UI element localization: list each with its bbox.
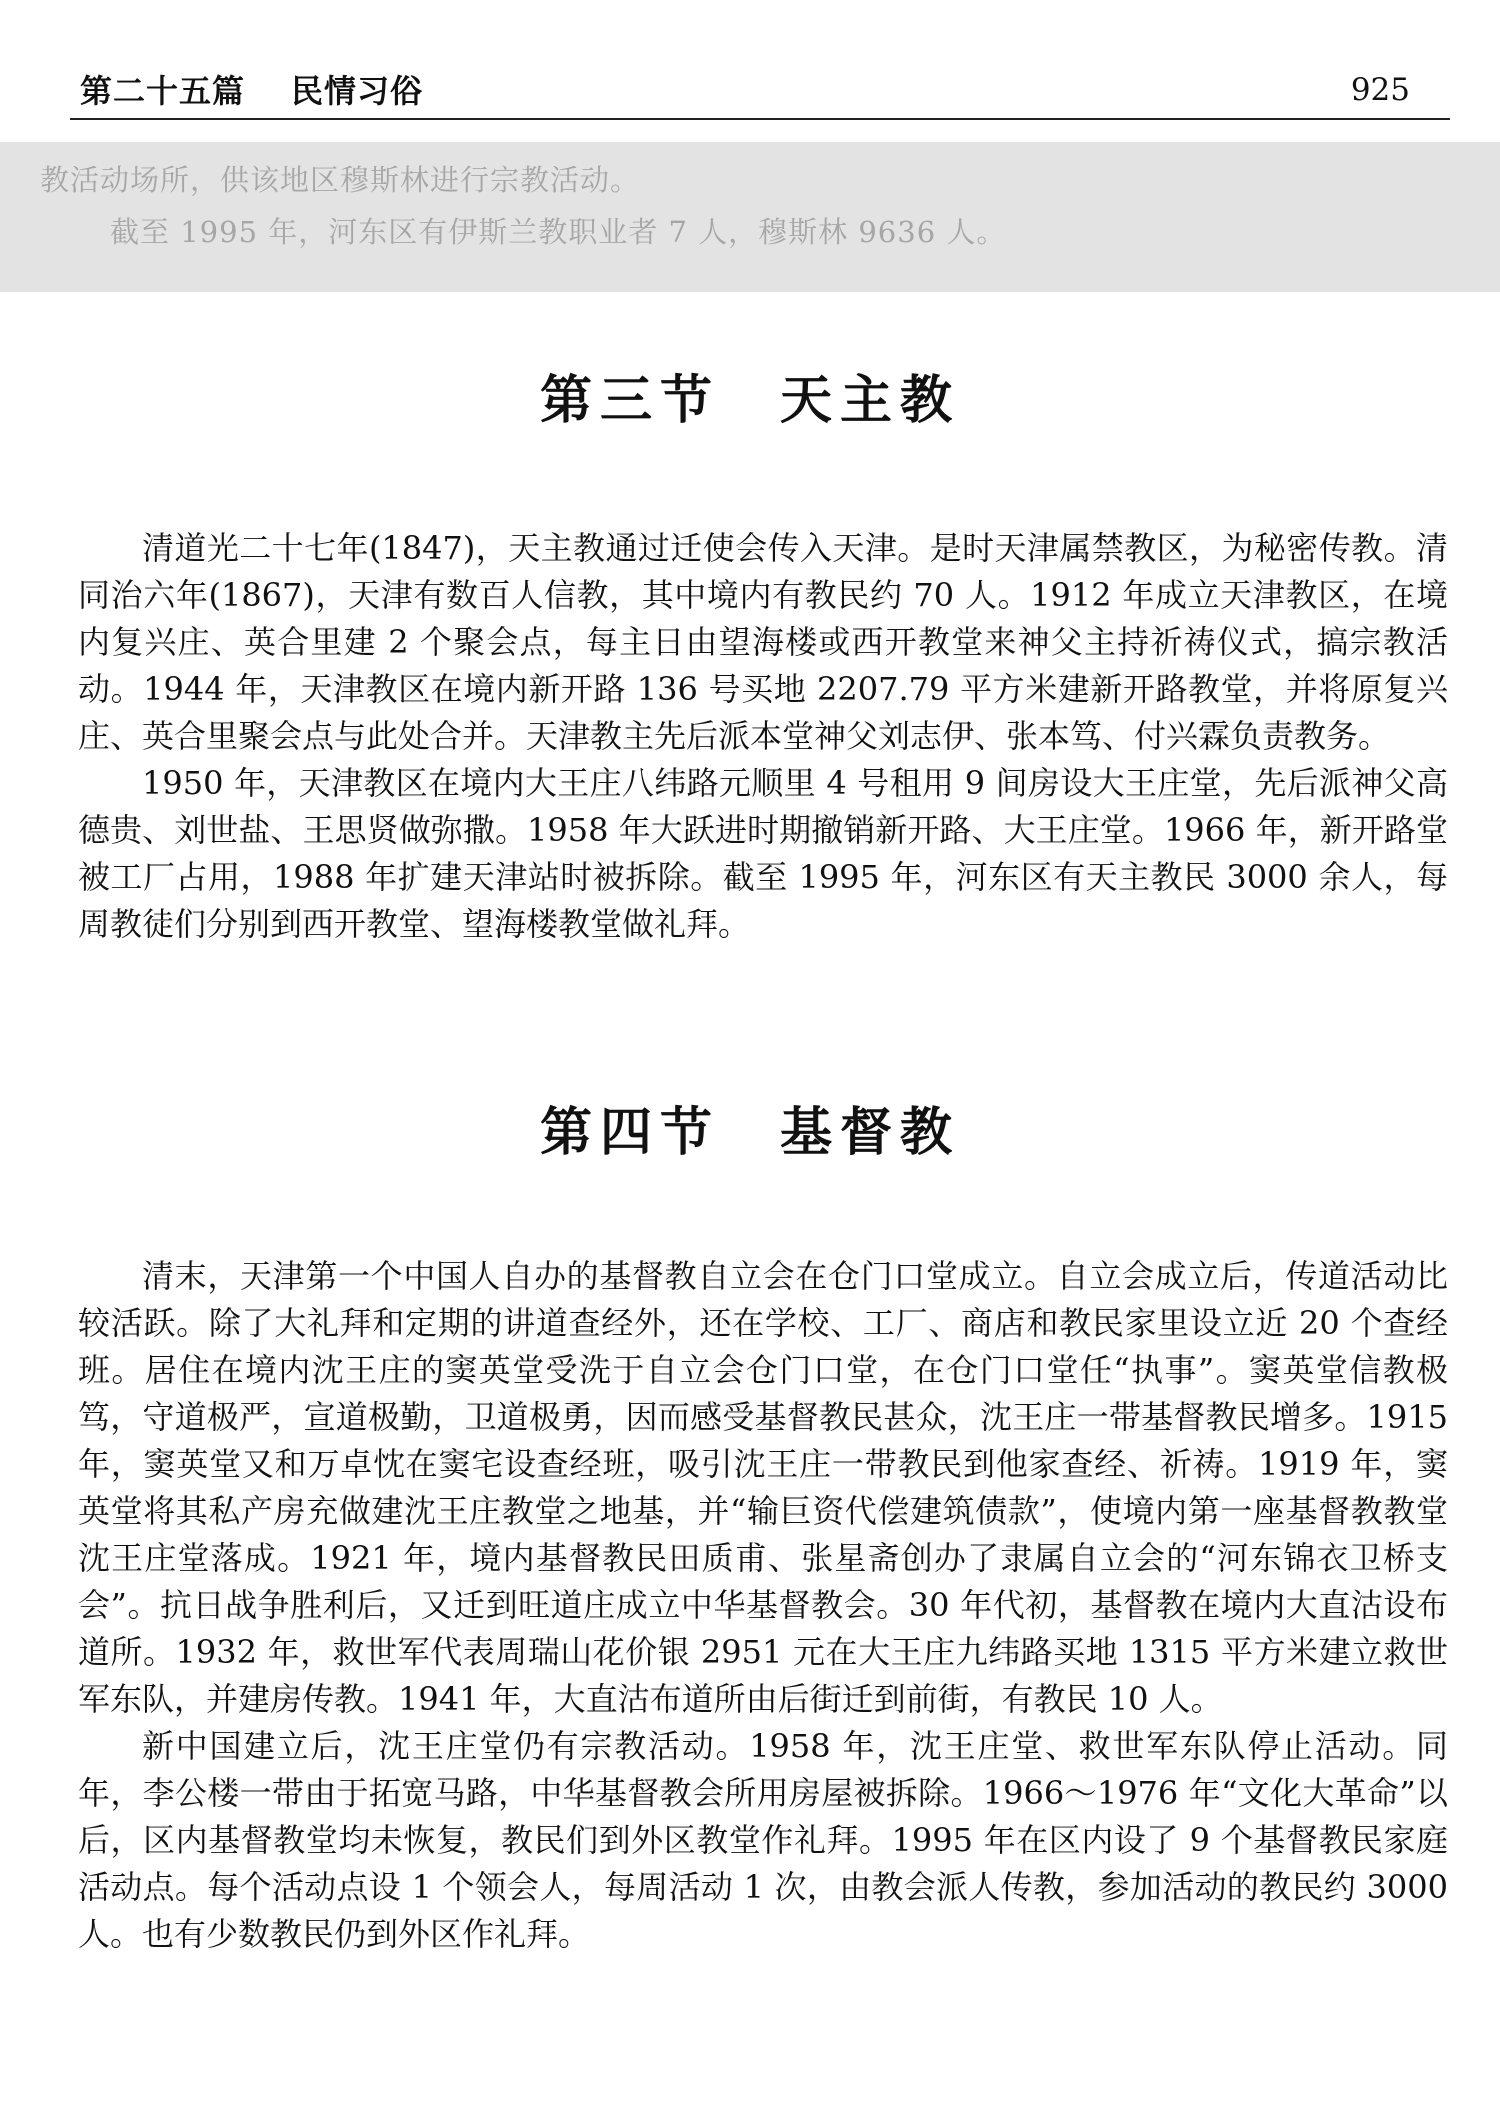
chapter-title: 民情习俗 [291,72,424,110]
page-header [70,58,1450,120]
previous-text-line-1: 教活动场所，供该地区穆斯林进行宗教活动。 [40,163,641,197]
paragraph: 新中国建立后，沈王庄堂仍有宗教活动。1958 年，沈王庄堂、救世军东队停止活动。同年，李公楼一带由于拓宽马路，中华基督教会所用房屋被拆除。1966～1976 年“文化大革命”以后，区内基督教堂均未恢复，教民们到外区教堂作礼拜。1995 年在区内设了 9 个基督教民家庭活动点。每个活动点设 1 个领会人，每周活动 1 次，由教会派人传教，参加活动的教民约 3000 人。也有少数教民仍到外区作礼拜。 [78,1727,1448,1953]
section-body-christianity [78,1253,1448,1958]
previous-text-line-2: 截至 1995 年，河东区有伊斯兰教职业者 7 人，穆斯林 9636 人。 [110,215,1007,249]
section-number: 第四节 [539,1102,720,1163]
paragraph: 1950 年，天津教区在境内大王庄八纬路元顺里 4 号租用 9 间房设大王庄堂，先后派神父高德贵、刘世盐、王思贤做弥撒。1958 年大跃进时期撤销新开路、大王庄堂。1966 年，新开路堂被工厂占用，1988 年扩建天津站时被拆除。截至 1995 年，河东区有天主教民 3000 余人，每周教徒们分别到西开教堂、望海楼教堂做礼拜。 [78,764,1448,943]
section-heading-christianity [0,1090,1500,1165]
previous-section-continuation [0,142,1500,292]
section-number: 第三节 [539,370,720,431]
section-body-catholicism [78,525,1448,948]
part-title: 第二十五篇 [80,72,246,110]
paragraph: 清末，天津第一个中国人自办的基督教自立会在仓门口堂成立。自立会成立后，传道活动比较活跃。除了大礼拜和定期的讲道查经外，还在学校、工厂、商店和教民家里设立近 20 个查经班。居住在境内沈王庄的窦英堂受洗于自立会仓门口堂，在仓门口堂任“执事”。窦英堂信教极笃，守道极严，宣道极勤，卫道极勇，因而感受基督教民甚众，沈王庄一带基督教民增多。1915 年，窦英堂又和万卓忱在窦宅设查经班，吸引沈王庄一带教民到他家查经、祈祷。1919 年，窦英堂将其私产房充做建沈王庄教堂之地基，并“输巨资代偿建筑债款”，使境内第一座基督教教堂沈王庄堂落成。1921 年，境内基督教民田质甫、张星斋创办了隶属自立会的“河东锦衣卫桥支会”。抗日战争胜利后，又迁到旺道庄成立中华基督教会。30 年代初，基督教在境内大直沽设布道所。1932 年，救世军代表周瑞山花价银 2951 元在大王庄九纬路买地 1315 平方米建立救世军东队，并建房传教。1941 年，大直沽布道所由后街迁到前街，有教民 10 人。 [78,1257,1448,1718]
page-number: 925 [1350,72,1410,108]
section-title: 基督教 [780,1102,961,1163]
section-heading-catholicism [0,358,1500,433]
running-head [80,66,423,112]
section-title: 天主教 [780,370,961,431]
paragraph: 清道光二十七年(1847)，天主教通过迁使会传入天津。是时天津属禁教区，为秘密传教。清同治六年(1867)，天津有数百人信教，其中境内有教民约 70 人。1912 年成立天津教区，在境内复兴庄、英合里建 2 个聚会点，每主日由望海楼或西开教堂来神父主持祈祷仪式，搞宗教活动。1944 年，天津教区在境内新开路 136 号买地 2207.79 平方米建新开路教堂，并将原复兴庄、英合里聚会点与此处合并。天津教主先后派本堂神父刘志伊、张本笃、付兴霖负责教务。 [78,529,1448,755]
